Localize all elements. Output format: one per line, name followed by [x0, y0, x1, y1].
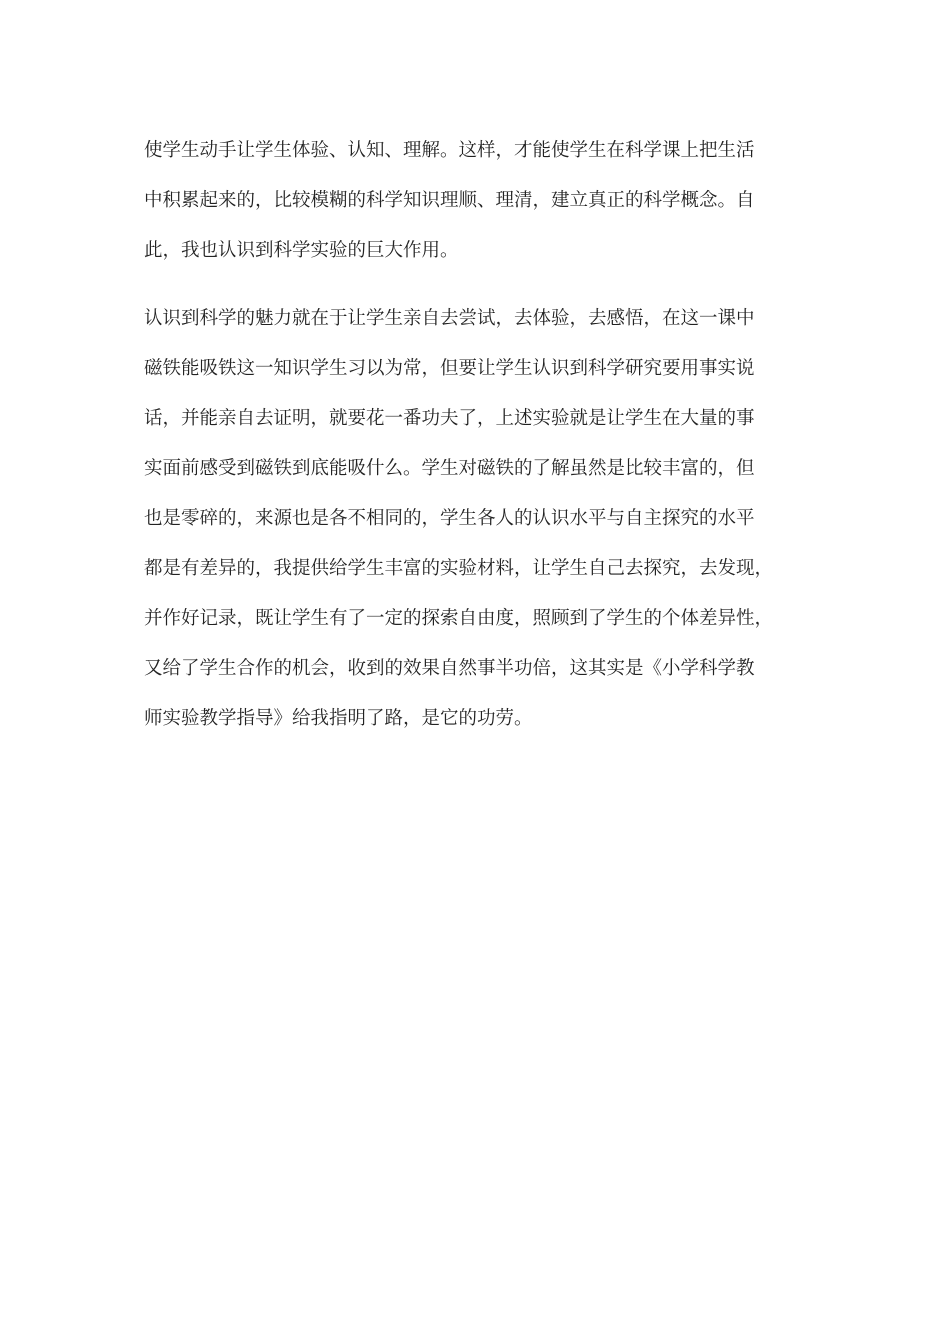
paragraph-1 [144, 126, 808, 276]
text-line: 师实验教学指导》给我指明了路，是它的功劳。 [144, 708, 533, 729]
text-line: 都是有差异的，我提供给学生丰富的实验材料，让学生自己去探究，去发现， [144, 558, 774, 579]
text-line: 也是零碎的，来源也是各不相同的，学生各人的认识水平与自主探究的水平 [144, 508, 755, 529]
text-line: 磁铁能吸铁这一知识学生习以为常，但要让学生认识到科学研究要用事实说 [144, 358, 755, 379]
text-line: 使学生动手让学生体验、认知、理解。这样，才能使学生在科学课上把生活 [144, 140, 755, 161]
document-body [144, 126, 808, 762]
text-line: 并作好记录，既让学生有了一定的探索自由度，照顾到了学生的个体差异性， [144, 608, 774, 629]
text-line: 此，我也认识到科学实验的巨大作用。 [144, 240, 459, 261]
text-line: 又给了学生合作的机会，收到的效果自然事半功倍，这其实是《小学科学教 [144, 658, 755, 679]
paragraph-2 [144, 294, 808, 744]
text-line: 话，并能亲自去证明，就要花一番功夫了，上述实验就是让学生在大量的事 [144, 408, 755, 429]
text-line: 实面前感受到磁铁到底能吸什么。学生对磁铁的了解虽然是比较丰富的，但 [144, 458, 755, 479]
text-line: 中积累起来的，比较模糊的科学知识理顺、理清，建立真正的科学概念。自 [144, 190, 755, 211]
text-line: 认识到科学的魅力就在于让学生亲自去尝试，去体验，去感悟，在这一课中 [144, 308, 755, 329]
